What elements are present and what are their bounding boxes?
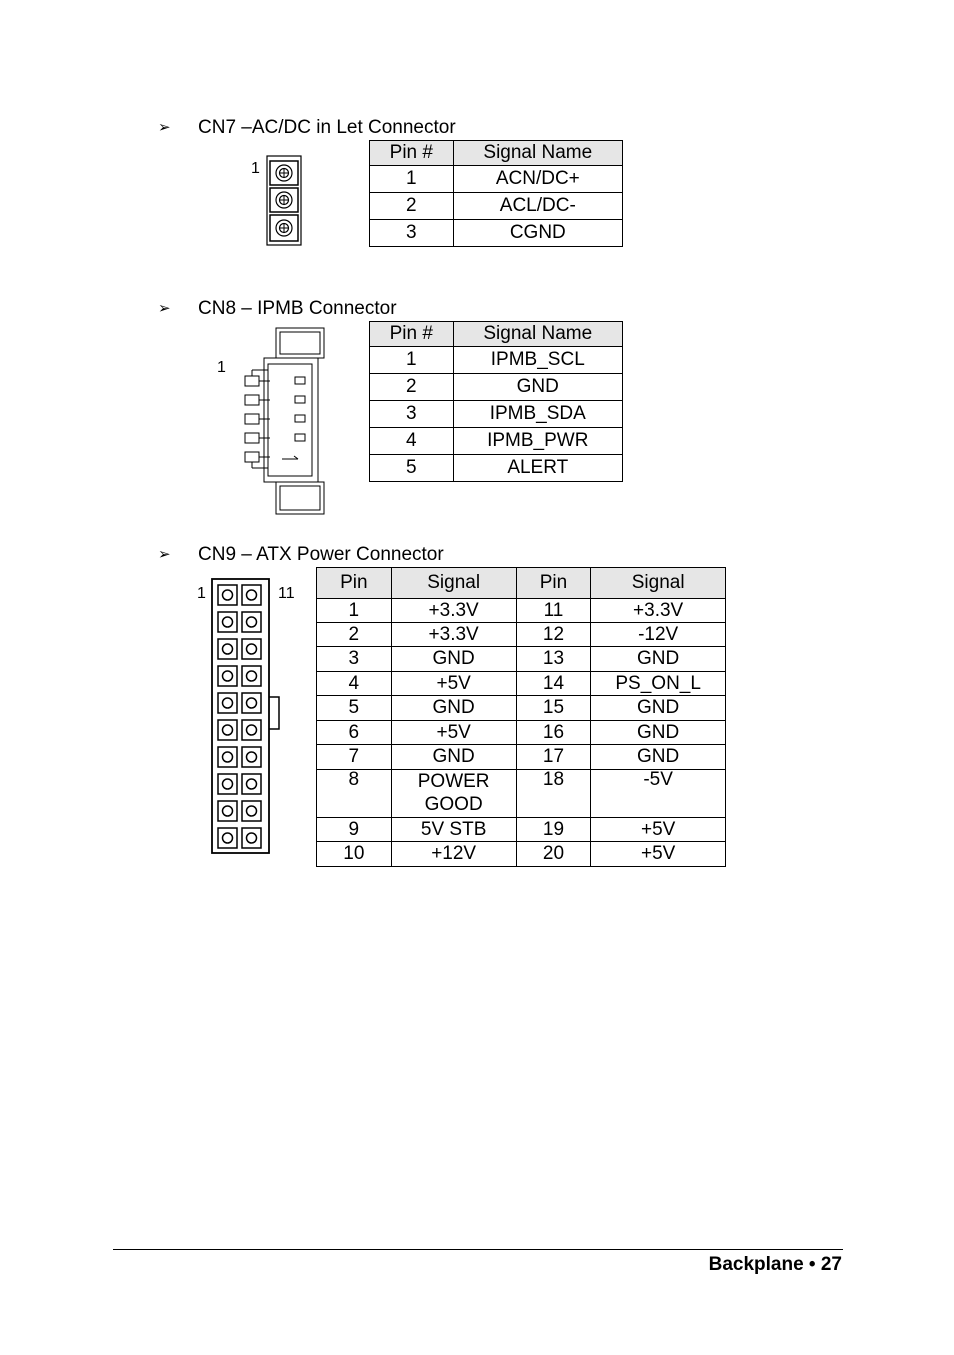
bullet-arrow-icon: ➢ bbox=[158, 119, 171, 136]
header-pin: Pin bbox=[516, 568, 591, 599]
table-row bbox=[370, 428, 623, 455]
signal-cell: GND bbox=[391, 745, 516, 770]
signal-cell: PS_ON_L bbox=[591, 672, 726, 696]
table-row bbox=[317, 770, 726, 818]
pin-cell: 3 bbox=[317, 647, 392, 672]
signal-cell: +3.3V bbox=[391, 599, 516, 623]
cn9-connector-diagram bbox=[209, 577, 283, 857]
signal-cell: IPMB_PWR bbox=[453, 428, 622, 455]
signal-cell: +5V bbox=[391, 721, 516, 745]
section-heading-cn9: CN9 – ATX Power Connector bbox=[198, 544, 444, 565]
pin-contact bbox=[247, 779, 257, 789]
pin-socket bbox=[218, 612, 237, 632]
pin-contact bbox=[223, 698, 233, 708]
signal-cell: +5V bbox=[591, 818, 726, 842]
signal-cell: GND bbox=[391, 647, 516, 672]
pin-contact bbox=[247, 644, 257, 654]
pin1-label: 1 bbox=[197, 585, 206, 602]
pin-cell: 2 bbox=[370, 193, 454, 220]
cn7-connector-diagram bbox=[264, 155, 304, 247]
footer-rule bbox=[113, 1249, 843, 1250]
signal-cell: +3.3V bbox=[391, 623, 516, 647]
table-row bbox=[317, 745, 726, 770]
footer-separator: • bbox=[808, 1254, 816, 1275]
pin-cell: 18 bbox=[516, 770, 591, 818]
pin-contact bbox=[247, 806, 257, 816]
pin-cell: 12 bbox=[516, 623, 591, 647]
signal-cell: ACL/DC- bbox=[453, 193, 622, 220]
pin-socket bbox=[242, 612, 261, 632]
signal-cell: CGND bbox=[453, 220, 622, 247]
pin-contact bbox=[223, 671, 233, 681]
table-row bbox=[370, 166, 623, 193]
pin-socket bbox=[242, 747, 261, 767]
pin-cell: 1 bbox=[370, 166, 454, 193]
header-signal-name: Signal Name bbox=[453, 322, 622, 347]
pin-cell: 10 bbox=[317, 842, 392, 867]
pin1-label: 1 bbox=[217, 359, 226, 376]
table-header-row bbox=[370, 322, 623, 347]
pin-cell: 16 bbox=[516, 721, 591, 745]
table-row bbox=[317, 818, 726, 842]
pin-socket bbox=[242, 720, 261, 740]
pin-cell: 3 bbox=[370, 220, 454, 247]
pin-contact bbox=[247, 833, 257, 843]
pin-contact bbox=[247, 725, 257, 735]
pin-socket bbox=[242, 828, 261, 848]
pin-socket bbox=[218, 801, 237, 821]
signal-cell: IPMB_SCL bbox=[453, 347, 622, 374]
header-pin: Pin # bbox=[370, 322, 454, 347]
pin-socket bbox=[218, 666, 237, 686]
signal-cell: IPMB_SDA bbox=[453, 401, 622, 428]
page-footer bbox=[709, 1254, 842, 1276]
header-signal: Signal bbox=[591, 568, 726, 599]
section-heading-cn7: CN7 –AC/DC in Let Connector bbox=[198, 117, 456, 138]
pin-cell: 1 bbox=[370, 347, 454, 374]
pin-cell: 4 bbox=[317, 672, 392, 696]
pin-socket bbox=[242, 666, 261, 686]
pin-contact bbox=[223, 644, 233, 654]
pin-contact bbox=[223, 833, 233, 843]
table-row bbox=[317, 599, 726, 623]
signal-cell: +5V bbox=[391, 672, 516, 696]
page-number: 27 bbox=[820, 1254, 842, 1275]
signal-cell: GND bbox=[591, 647, 726, 672]
header-pin: Pin bbox=[317, 568, 392, 599]
pin-socket bbox=[218, 828, 237, 848]
pin-contact bbox=[247, 590, 257, 600]
table-row bbox=[370, 193, 623, 220]
pin-cell: 14 bbox=[516, 672, 591, 696]
pin-contact bbox=[223, 590, 233, 600]
pin-contact bbox=[223, 806, 233, 816]
pin-contact bbox=[247, 752, 257, 762]
pin-contact bbox=[247, 671, 257, 681]
footer-section-name: Backplane bbox=[708, 1254, 804, 1275]
pin-cell: 15 bbox=[516, 696, 591, 721]
pin-socket bbox=[218, 693, 237, 713]
pin-cell: 20 bbox=[516, 842, 591, 867]
table-header-row bbox=[317, 568, 726, 599]
signal-cell: GND bbox=[391, 696, 516, 721]
signal-cell: ACN/DC+ bbox=[453, 166, 622, 193]
table-row bbox=[317, 721, 726, 745]
cn7-pin-table bbox=[369, 140, 623, 247]
header-signal: Signal bbox=[391, 568, 516, 599]
table-row bbox=[317, 842, 726, 867]
pin-socket bbox=[218, 585, 237, 605]
table-header-row bbox=[370, 141, 623, 166]
pin-socket bbox=[218, 774, 237, 794]
signal-cell: GND bbox=[591, 721, 726, 745]
pin-socket bbox=[242, 693, 261, 713]
table-row bbox=[317, 647, 726, 672]
pin-socket bbox=[242, 774, 261, 794]
table-row bbox=[370, 347, 623, 374]
pin-contact bbox=[223, 752, 233, 762]
signal-cell: GND bbox=[591, 696, 726, 721]
pin-cell: 4 bbox=[370, 428, 454, 455]
pin-cell: 6 bbox=[317, 721, 392, 745]
pin-contact bbox=[247, 698, 257, 708]
pin-socket bbox=[242, 585, 261, 605]
cn8-pin-table bbox=[369, 321, 623, 482]
table-row bbox=[317, 696, 726, 721]
section-heading-cn8: CN8 – IPMB Connector bbox=[198, 298, 397, 319]
table-row bbox=[370, 220, 623, 247]
pin-socket bbox=[218, 720, 237, 740]
pin-cell: 11 bbox=[516, 599, 591, 623]
cn8-connector-diagram bbox=[240, 326, 330, 518]
signal-cell: +3.3V bbox=[591, 599, 726, 623]
pin11-label: 11 bbox=[278, 585, 295, 602]
signal-cell: POWER GOOD bbox=[391, 770, 516, 818]
pin-socket bbox=[242, 801, 261, 821]
pin-cell: 19 bbox=[516, 818, 591, 842]
pin-cell: 2 bbox=[370, 374, 454, 401]
table-row bbox=[370, 455, 623, 482]
signal-cell: +5V bbox=[591, 842, 726, 867]
pin-cell: 2 bbox=[317, 623, 392, 647]
header-pin: Pin # bbox=[370, 141, 454, 166]
table-row bbox=[317, 623, 726, 647]
signal-cell: +12V bbox=[391, 842, 516, 867]
table-row bbox=[370, 401, 623, 428]
pin-cell: 8 bbox=[317, 770, 392, 818]
pin-cell: 5 bbox=[317, 696, 392, 721]
table-row bbox=[370, 374, 623, 401]
signal-cell: -5V bbox=[591, 770, 726, 818]
bullet-arrow-icon: ➢ bbox=[158, 300, 171, 317]
pin-cell: 9 bbox=[317, 818, 392, 842]
signal-cell: ALERT bbox=[453, 455, 622, 482]
signal-cell: GND bbox=[591, 745, 726, 770]
pin-socket bbox=[218, 639, 237, 659]
pin1-label: 1 bbox=[251, 160, 260, 177]
pin-cell: 7 bbox=[317, 745, 392, 770]
pin-contact bbox=[247, 617, 257, 627]
header-signal-name: Signal Name bbox=[453, 141, 622, 166]
pin-cell: 3 bbox=[370, 401, 454, 428]
bullet-arrow-icon: ➢ bbox=[158, 546, 171, 563]
pin-cell: 13 bbox=[516, 647, 591, 672]
pin-contact bbox=[223, 617, 233, 627]
cn9-pin-table bbox=[316, 567, 726, 867]
pin-socket bbox=[242, 639, 261, 659]
signal-cell: 5V STB bbox=[391, 818, 516, 842]
signal-cell: GND bbox=[453, 374, 622, 401]
pin-contact bbox=[223, 725, 233, 735]
pin-cell: 17 bbox=[516, 745, 591, 770]
pin-socket bbox=[218, 747, 237, 767]
pin-contact bbox=[223, 779, 233, 789]
signal-cell: -12V bbox=[591, 623, 726, 647]
pin-cell: 1 bbox=[317, 599, 392, 623]
table-row bbox=[317, 672, 726, 696]
pin-cell: 5 bbox=[370, 455, 454, 482]
